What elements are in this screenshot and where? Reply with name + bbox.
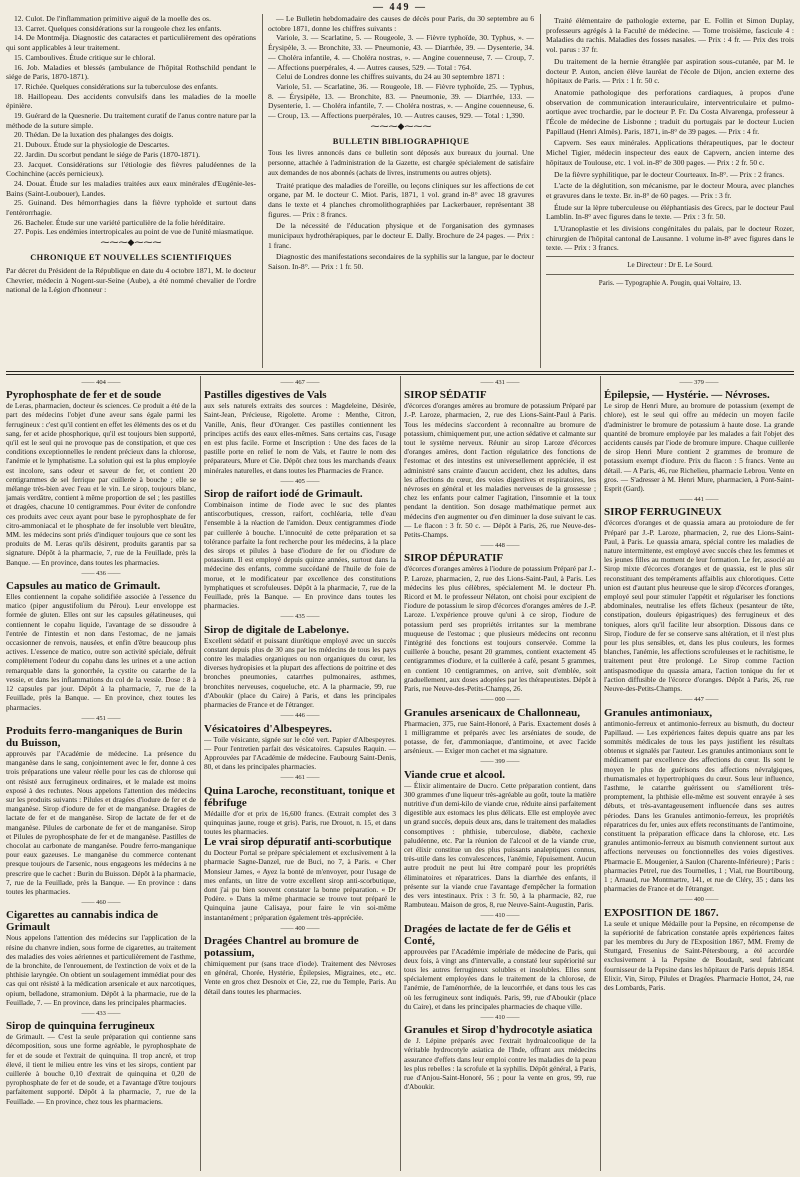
thesis-entry: 16. Job. Maladies et blessés (ambulance de l'hôpital Rothschild pendant le siége de Paris, 1870-1871). <box>6 62 256 82</box>
ad-number: —— 410 —— <box>480 912 520 920</box>
thesis-entry: 27. Popis. Les endémies intertropicales au point de vue de l'unité miasmatique. <box>14 227 254 237</box>
book-list <box>546 16 794 253</box>
advertisement <box>204 477 396 611</box>
thesis-entry: 15. Camboulives. Étude critique sur le chloral. <box>14 52 156 62</box>
ad-title: Quina Laroche, reconstituant, tonique et fébrifuge <box>204 784 395 809</box>
advertisement <box>204 924 396 996</box>
ad-body: — Toile vésicante, signée sur le côté vert. Papier d'Albespeyres. — Pour l'entretien parfait des vésicatoires. Capsules Raquin. — Approuvées par l'Académie de médecine. Faubourg Saint-Denis, 80, et dans les principales pharmacies. <box>204 734 396 772</box>
ad-body: Médaille d'or et prix de 16,600 francs. (Extrait complet des 3 quinquinas jaune, rouge et gris). Paris, rue Drouot, n. 15, et dans toutes les pharmacies. <box>204 808 396 836</box>
ad-body: Elles contiennent la copahe solidifiée associée à l'essence du matico (piper angustifolium du Pérou). Leur enveloppe est formée de gluten. Elles ont sur les capsules gélatineuses, qui contiennent le copahu liquide, l'avantage de se dissoudre à l'entrée de l'intestin et non dans l'estomac, de ne jamais occasionner de renvois, nausées, et enfin d'être beaucoup plus actives. L'essence de matico, outre son activité spéciale, défruit complètement l'odeur du copahu dans les urines et a une action remarquable dans la gonorrhée, la cystite ou catarrhe de la vessie, et dans les inflammations du col de la vessie. Dose : 8 à 12 capsules par jour. Dépôt à la pharmacie, 7, rue de la Feuillade, près la Banque. — En province, chez toutes les pharmacies. <box>6 592 196 712</box>
stats-paragraph: — Le Bulletin hebdomadaire des causes de décès pour Paris, du 30 septembre au 6 octobre 1871, donne les chiffres suivants : <box>268 14 534 33</box>
chronique-title: CHRONIQUE ET NOUVELLES SCIENTIFIQUES <box>30 253 232 263</box>
advertisement <box>404 541 596 693</box>
thesis-entry: 21. Duboux. Étude sur la physiologie de Descartes. <box>14 140 170 150</box>
ad-title: Vésicatoires d'Albespeyres. <box>204 722 332 735</box>
thesis-list <box>6 14 256 237</box>
bulletin-title: BULLETIN BIBLIOGRAPHIQUE <box>332 136 470 146</box>
ad-number: —— 447 —— <box>679 696 719 704</box>
ad-body: de J. Lépine préparés avec l'extrait hydroalcoolique de la véritable hydrocotyle asiatica de l'Inde, offrant aux médecins assurance d'effets dans leur emploi contre les maladies de la peau les plus rebelles : la scrofule et la syphilis. Dépôt général, à Paris, rue d'Anjou-Saint-Honoré, 56 ; pour la vente en gros, 99, rue d'Aboukir. <box>404 1036 596 1092</box>
ad-body: de Leras, pharmacien, docteur ès sciences. Ce produit a été de la part des médecins l'objet d'une aveur sans égale parmi les ferrugineux : c'est qu'il contient en effet les éléments des os et du sang, fer et acide phosphorique, qu'il est toujours bien supporté, qu'il est le seul qui ne provoque pas de constipation, et que ces conditions exceptionnelles le rendent précieux dans la chlorose, l'anémie et le lymphatisme. La solution qui est la plus employée est incolore, sans odeur et saveur de fer, et contient 20 centigrammes de sel ferrique par cuillerée à bouche ; elle se mélange très-bien avec l'eau et le vin. Le sirop, toujours blanc, jamais verdâtre, contient à même proportion de sel ; les pastilles et dragées, chacune 10 centigrammes. Pour éviter de confondre ces produits avec ceux ayant pour base le pyrophosphate de fer citro-ammoniacal et le phosphate de fer insoluble vert bleuâtre, MM. les médecins sont priés d'indiquer toujours que ce sont les produits de M. Leras qu'ils désirent, produits garantis par sa signature. Dépôt à la pharmacie, 7, rue de la Feuillade, près la Banque. — En province, dans toutes les pharmacies. <box>6 401 196 567</box>
page-number: — 449 — <box>373 2 427 13</box>
ornament-divider: ⁓⁓⁓◆⁓⁓⁓ <box>370 120 432 131</box>
stats-paragraph: Variole, 3. — Scarlatine, 5. — Rougeole, 3. — Fièvre typhoïde, 30. Typhus, ». — Érysipèle, 3. — Bronchite, 33. — Pneumonie, 43. — Diarrhée, 39. — Dysenterie, 34. — Choléra infantile, 4. — Choléra nostras, ». — Angine couenneuse, 7. — Croup, 7. — Affections puerpérales, 4. — Autres causes, 529. — Total : 764. <box>268 33 534 72</box>
stats-paragraph: Variole, 51. — Scarlatine, 36. — Rougeole, 18. — Fièvre typhoïde, 25. — Typhus, 8. — Érysipèle, 13. — Bronchite, 83. — Pneumonie, 39. — Diarrhée, 133. — Dysenterie, 1. — Choléra infantile, 7. — Choléra nostras, ». — Angine couenneuse, 6. — Croup, 13. — Affections puerpérales, 10. — Autres causes, 929. — Total : 1,390. <box>268 81 534 121</box>
ad-number: —— 431 —— <box>480 379 520 386</box>
column-rule <box>400 376 401 1171</box>
ad-title: Produits ferro-manganiques de Burin du Buisson, <box>6 724 183 749</box>
ad-title: Épilepsie, — Hystérie. — Névroses. <box>604 389 770 402</box>
book-entry: De la fièvre syphilitique, par le docteur Courteaux. In-8°. — Prix : 2 francs. <box>554 169 785 179</box>
advertisement <box>404 695 596 755</box>
advertisement <box>604 695 794 893</box>
mortality-stats <box>268 14 534 121</box>
ad-column-2 <box>204 376 396 1171</box>
ad-title: Sirop de raifort iodé de Grimault. <box>204 488 363 501</box>
advertisement <box>204 711 396 771</box>
book-entry: Anatomie pathologique des perforations cardiaques, à propos d'une observation de communication interauriculaire, interventriculaire et pulmo-aortique avec trochardie, par le docteur P. Fr. Da Costa Alvarenga, professeur à l'École de médecine de Lisbonne ; traduit du portugais par le docteur Lucien Papillaud (Henri Almès). Paris, 1871, in-8° de 39 pages. — Prix : 4 fr. <box>546 87 794 136</box>
advertisement <box>404 911 596 1011</box>
ad-body: approuvés par l'Académie de médecine. La présence du manganèse dans le sang, conjointement avec le fer, donne à ces trois préparations une valeur réelle pour les cas de chlorose qui ont résisté aux ferrugineux ordinaires, et le malade est moins exposé à des rechutes. Nous appelons l'attention des médecins sur les produits suivants : Pilules et dragées d'iodure de fer et de manganèse. Sirop d'iodure de fer et de manganèse. Dragées de lactate de fer et de manganèse. Sirop de lactate de fer et de manganèse. Pilules de carbonate de fer et de manganèse. Sirop et Pilules de pyrophosphate de fer et de manganèse. Pastilles de chocolat au carbonate de manganèse. Poudre ferro-manganique pour eaux gazeuses. Le manganèse du commerce contenant presque toujours de l'arsenic, nous engageons les médecins à ne prescrire que le cachet : Burin du Buisson. Dépôt à la pharmacie, 7, rue de la Feuillade, près la Banque. — En province : dans toutes les pharmacies. <box>6 748 196 896</box>
ad-number: —— 399 —— <box>480 758 520 766</box>
ad-number: —— 461 —— <box>280 774 320 782</box>
advertisement <box>6 714 196 896</box>
book-entry: Diagnostic des manifestations secondaires de la syphilis sur la langue, par le docteur Saison. In-8°. — Prix : 1 fr. 50. <box>268 252 534 272</box>
ad-body: chimiquement pur (sans trace d'iode). Traitement des Névroses en général, Chorée, Hystérie, Épilepsies, Migraines, etc., etc. Vente en gros chez Desnoix et Cie, 22, rue du Temple, Paris. Au détail dans toutes les pharmacies. <box>204 958 396 996</box>
thesis-entry: 25. Guinand. Des hémorrhagies dans la fièvre typhoïde et surtout dans l'entérorrhagie. <box>6 198 256 218</box>
thesis-entry: 26. Bacheler. Étude sur une variété particulière de la folie héréditaire. <box>14 217 226 227</box>
section-band <box>6 371 794 375</box>
book-entry: Étude sur la lèpre tuberculeuse ou éléphantiasis des Grecs, par le docteur Paul Lamblin. In-8° avec figures dans le texte. — Prix : 3 fr. 50. <box>546 202 794 222</box>
ad-body: d'écorces d'oranges amères à l'iodure de potassium Préparé par J.-P. Laroze, pharmacien, 2, rue des Lions-Saint-Paul, à Paris. Les médecins les plus célèbres, spécialement M. le docteur Ph. Ricord et M. le professeur Nélaton, ont choisi pour excipient de l'iodure de potassium le sirop d'écorces d'oranges amères de J.-P. Laroze. L'expérience prouve qu'uni à ce sirop, l'iodure de potassium perd ses propriétés irritantes sur la membrane muqueuse de l'estomac ; que plusieurs médecins ont reconnu l'intégrité des fonctions est toujours conservée. Comme la cuillerée à bouche, pesant 20 grammes, contient exactement 45 centigrammes d'iodure, et la cuillerée à café, pesant 5 grammes, en contient 10 centigrammes, on arrive, soit d'emblée, soit graduellement, aux doses adoptées par les thérapeutistes. Dépôt à Paris, rue Neuve-des-Petits-Champs, 26. <box>404 564 596 694</box>
thesis-entry: 19. Guérard de la Quesnerie. Du traitement curatif de l'anus contre nature par la méthode de la suture simple. <box>6 111 256 130</box>
ad-body: approuvées par l'Académie impériale de médecine de Paris, qui deux fois, à vingt ans d'intervalle, a constaté leur supériorité sur tous les autres ferrugineux solubles et insolubles. Elles sont spécialement employées dans le traitement de la chlorose, de l'anémie, de l'aménorrhée, de la leucorrhée, et dans tous les cas où les ferrugineux sont indiqués. Paris, 99, rue d'Aboukir (place du Caire), et dans les principales pharmacies de chaque ville. <box>404 946 596 1011</box>
book-list <box>268 181 534 272</box>
ad-body: Nous appelons l'attention des médecins sur l'application de la résine du chanvre indien, sous forme de cigarettes, au traitement des maladies des voies aériennes et particulièrement de l'asthme, de la bronchite, de l'enrouement, de l'extinction de voix et de la phthisie laryngée. On obtient un soulagement immédiat pour des cas qui ont résisté à la médication arsenicale et aux narcotiques, opium, belladone, stramonium. Dépôt à la pharmacie, rue de la Feuillade, 7. — En province, dans les principales pharmacies. <box>6 933 196 1007</box>
ad-body: Combinaison intime de l'iode avec le suc des plantes antiscorbutiques, cresson, raifort, cochléaria, telle d'eau l'ensemble à la réaction de l'amidon. Deux centigrammes d'iode par cuillerée à bouche. L'innocuité de cette préparation et sa tolérance parfaite la font recherche pour les médecins, à la place des sirops et pilules à base d'iodure de fer ou d'iodure de potassium. Il est employé depuis quinze années, surtout dans la médecine des enfants, comme succédané de l'huile de foie de morue, et le modificateur par excellence des constitutions lymphatiques et scrofuleuses. Dépôt à la pharmacie, 7, rue de la Feuillade, près la Banque. — En province dans toutes les pharmacies. <box>204 500 396 611</box>
ad-title: Granules antimoniaux, <box>604 706 713 719</box>
ad-number: —— 400 —— <box>679 896 719 904</box>
ad-title: Cigarettes au cannabis indica de Grimault <box>6 909 158 934</box>
statistics-column <box>268 14 534 368</box>
ad-body: antimonio-ferreux et antimonio-ferreux au bismuth, du docteur Papillaud. — Les expériences faites depuis quatre ans par les sommités médicales de tous les pays justifient les résultats obtenus et signalés par l'auteur. Les granules antimoniaux sont le médicament par excellence des affections du cœur. Ils sont le moyen le plus de guérisons des affections névralgiques, rhumatismales et hypertrophiques du cœur. Sous leur influence, l'asthme, le catarrhe guérissent ou s'améliorent très-promptement, la phthisie elle-même est souvent enrayée à ses débuts, et très-avantageusement influencée dans ses autres périodes. Dans les Granules antimonio-ferreux, les propriétés réparatrices du fer, unies aux effets reconstituants de l'antimoine, constituent la préparation efficace dans la chlorose, etc. Les granules antimonio-ferreux au bismuth conviennent surtout aux affections nerveuses ou fonctionnelles des voies digestives. Pharmacie E. Mougenier, à Saulon (Charente-Inférieure) ; Paris : pharmacies Petrel, rue des Tournelles, 1 ; Vial, rue Bourtibourg, 1 ; Arnaud, rue Montmartre, 141, et rue de Cléry, 35 ; dans les pharmacies de France et de l'étranger. <box>604 718 794 894</box>
chronique-text: Par décret du Président de la République en date du 4 octobre 1871, M. le docteur Chevrier, médecin à Nogent-sur-Seine (Aube), a été nommé chevalier de l'ordre national de la Légion d'honneur : <box>6 265 256 295</box>
thesis-entry: 14. De Montméja. Diagnostic des cataractes et particulièrement des opérations qui sont applicables à leur traitement. <box>6 33 256 53</box>
ornament-divider: ⁓⁓⁓◆⁓⁓⁓ <box>100 237 162 248</box>
thesis-entry: 20. Thédan. De la luxation des phalanges des doigts. <box>14 130 174 140</box>
ad-body: d'écorces d'oranges amères au bromure de potassium Préparé par J.-P. Laroze, pharmacien, 2, rue des Lions-Saint-Paul à Paris. Tous les médecins s'accordent à reconnaître au bromure de potassium, chimiquement pur, une action sédative et calmante sur tout le système nerveux. Réunir au sirop Laroze d'écorces d'oranges amères, dont l'action régulatrice des fonctions de l'estomac et des intestins est universellement appréciée, il est administré sans crainte d'aucun accident, chez les adultes, dans les affections du cœur, des voies digestives et respiratoires, les névroses en général et les maladies nerveuses de la grossesse ; chez les enfants pour calmer l'agitation, l'insomnie et la toux pendant la dentition. Son dosage mathématique permet aux médecins d'en augmenter ou d'en diminuer la dose suivant le cas. — Le flacon : 3 fr. 50 c. — Dépôt à Paris, 26, rue Neuve-des-Petits-Champs. <box>404 401 596 540</box>
ad-number: —— 441 —— <box>679 496 719 504</box>
editorial-section <box>6 14 794 368</box>
ad-number: —— 379 —— <box>679 379 719 386</box>
ad-title: SIROP SÉDATIF <box>404 389 487 402</box>
ad-title: Granules et Sirop d'hydrocotyle asiatica <box>404 1024 593 1037</box>
column-rule <box>200 376 201 1171</box>
ad-number: —— 451 —— <box>81 714 121 722</box>
ad-title: EXPOSITION DE 1867. <box>604 906 719 919</box>
printer-line: Paris. — Typographie A. Pougin, quai Voltaire, 13. <box>598 278 742 287</box>
ad-number: —— 448 —— <box>480 542 520 550</box>
ad-number: —— 405 —— <box>280 477 320 485</box>
advertisement <box>6 569 196 712</box>
ad-body: La seule et unique Médaille pour la Pepsine, en récompense de la supériorité de fabrication constatée après expériences faites par les membres du Jury de l'Exposition 1867, MM. Fremy de Stuttgard, Fresenius de Saint-Pétersbourg, a été accordée exclusivement à la Pepsine de Boudault, seul fabricant fournisseur de la Pepsine dans les hôpitaux de Paris depuis 1854. Elixir, Vin, Sirop, Pilules et Dragées. Pharmacie Hottot, 24, rue des Lombards, Paris. <box>604 918 794 992</box>
ad-number: —— 404 —— <box>81 379 121 386</box>
ad-body: — Élixir alimentaire de Ducro. Cette préparation contient, dans 300 grammes d'une liqueur très-agréable au goût, toute la matière nutritive d'un demi-kilo de viande crue, réduite ainsi parfaitement digestible aux estomacs les plus délicats. Elle est employée avec un grand succès, depuis deux ans, dans le traitement des maladies consomptives : phthisie, tuberculose, diabète, cachexie paludéenne, etc. Par la réunion de l'alcool et de la viande crue, cet élixir constitue un des plus puissants analeptiques connus, très-utile dans les convalescences, l'anémie, l'épuisement. Aucun autre produit ne peut lui être comparé pour les propriétés éliminatoires et réparatrices. Dans la diarrhée des enfants, il présente sur la viande crue l'avantage d'empêcher la formation des vers intestinaux. Prix : 3 fr. 50, à la pharmacie, 82, rue Rambuteau. Maison de gros, 8, rue Neuve-Saint-Augustin, Paris. <box>404 780 596 910</box>
thesis-list-column <box>6 14 256 368</box>
advertisement <box>204 378 396 475</box>
column-rule <box>540 14 541 368</box>
ad-number: —— 460 —— <box>81 899 121 907</box>
ad-title: Pastilles digestives de Vals <box>204 389 327 402</box>
advertisement <box>604 895 794 992</box>
ad-title: SIROP FERRUGINEUX <box>604 506 722 519</box>
ad-column-4 <box>604 376 794 1171</box>
advertisement <box>6 1009 196 1106</box>
stats-paragraph: Celui de Londres donne les chiffres suivants, du 24 au 30 septembre 1871 : <box>276 72 505 82</box>
ad-column-3 <box>404 376 596 1171</box>
book-entry: Traité pratique des maladies de l'oreille, ou leçons cliniques sur les affections de cet organe, par M. le docteur C. Miot. Paris, 1871, 1 vol. grand in-8° avec 18 gravures dans le texte et 4 planches chromolithographiées par Lackerbauer, représentant 38 figures. — Prix : 8 francs. <box>268 180 534 219</box>
book-entry: L'acte de la déglutition, son mécanisme, par le docteur Moura, avec planches et gravures dans le texte. Br. in-8° de 60 pages. — Prix : 3 fr. <box>546 181 794 200</box>
books-column <box>546 14 794 368</box>
ad-title: Dragées Chantrel au bromure de potassium, <box>204 934 359 959</box>
advertisement <box>204 773 396 836</box>
ad-number: —— 433 —— <box>81 1009 121 1017</box>
ad-title: Viande crue et alcool. <box>404 768 506 781</box>
thesis-entry: 12. Culot. De l'inflammation primitive aiguë de la moelle des os. <box>14 14 211 23</box>
advertisement <box>404 757 596 909</box>
ad-number: —— 410 —— <box>480 1013 520 1021</box>
divider <box>546 274 794 275</box>
director-line: Le Directeur : Dr E. Le Sourd. <box>627 261 713 270</box>
column-rule <box>600 376 601 1171</box>
ad-title: Pyrophosphate de fer et de soude <box>6 389 162 402</box>
thesis-entry: 22. Jardin. Du scorbut pendant le siége de Paris (1870-1871). <box>14 149 201 159</box>
ad-body: d'écorces d'oranges et de quassia amara au protoiodure de fer Préparé par J.-P. Laroze, pharmacien, 2, rue des Lions-Saint-Paul, à Paris. Le quassia amara, spécial contre les maladies de nature intermittente, est employé avec succès chez les femmes et les jeunes filles au moment de leur formation. Le fer, associé au Sirop mixte d'écorces d'oranges et de quassia, est le plus sûr reconstituant des tempéraments affaiblis aux chlorotiques. Cette union est d'autant plus heureuse que le sirop d'écorces d'oranges, employé seul pour stimuler l'appétit et régulariser les fonctions abdominales, neutralise les effets fâcheux (pesanteur de tête, constipation, douleurs épigastriques) des ferrugineux et des toniques, alors qu'il facilite leur absorption. Dissous dans ce Sirop, l'iodure de fer se conserve sans altération, et il n'est plus pour les plus sensibles, et, dans les plus couleurs, les formes blanches, l'anémie, les affections scrofuleuses et le rachitisme, le traitement peut être prolongé. Le Sirop comme l'action antispasmodique du quassia amara, l'action tonique du fer et l'action diffusible de l'écorce d'oranges. Dépôt à Paris, 26, rue Neuve-des-Petits-Champs. <box>604 518 794 694</box>
ad-number: —— 467 —— <box>280 379 320 386</box>
ad-number: —— 436 —— <box>81 569 121 577</box>
book-entry: Traité élémentaire de pathologie externe, par E. Follin et Simon Duplay, professeurs agrégés à la Faculté de médecine. — Tome troisième, fascicule 4 : Maladies du rachis. Maladies des fosses nasales. — Prix : 4 fr. — Prix des trois vol. parus : 37 fr. <box>546 16 794 55</box>
thesis-entry: 23. Jacquet. Considérations sur l'étiologie des fièvres paludéennes de la Cochinchine (accès pernicieux). <box>6 159 256 179</box>
thesis-entry: 13. Carret. Quelques considérations sur la rougeole chez les enfants. <box>14 23 222 33</box>
ad-number: —— 446 —— <box>280 712 320 720</box>
ad-number: —— 400 —— <box>280 924 320 932</box>
book-entry: L'Uranoplastie et les divisions congénitales du palais, par le docteur Rozer, chirurgien de l'hôpital cantonal de Lausanne. 1 volume in-8° avec figures dans le texte. — Prix : 3 francs. <box>546 224 794 253</box>
book-entry: De la nécessité de l'éducation physique et de l'organisation des gymnases municipaux hydrothérapiques, par le docteur E. Dally. Brochure de 24 pages. — Prix : 1 franc. <box>268 221 534 250</box>
ad-title: Dragées de lactate de fer de Gélis et Conté, <box>404 922 571 947</box>
ad-title: Capsules au matico de Grimault. <box>6 580 161 593</box>
ad-title: Sirop de quinquina ferrugineux <box>6 1020 155 1033</box>
ad-body: Le sirop de Henri Mure, au bromure de potassium (exempt de chlore), est le seul qui offre au médecin un moyen facile d'administrer le bromure de potassium à haute dose. La grande quantité de bromure employée par les malades a fait l'objet des accidents causés par l'iode de bromure impure. Chaque cuillerée de sirop Henri Mure contient 2 grammes de bromure de potassium exempt d'iodure. Prix du flacon : 5 francs. Vente au détail. — A Paris, 46, rue Richelieu, pharmacie Lebrou. Vente en gros. — S'adresser à M. Henri Mure, pharmacien, à Pont-Saint-Esprit (Gard). <box>604 401 794 494</box>
advertisement <box>204 836 396 922</box>
ad-body: Excellent sédatif et puissant diurétique employé avec un succès constant depuis plus de 30 ans par les médecins de tous les pays contre les maladies organiques ou non organiques du cœur, les diverses hydropisies et la plupart des affections de poitrine et des bronches pneumonies, catarrhes pulmonaires, asthmes, bronchites nerveuses, coqueluche, etc. A la pharmacie, 99, rue d'Aboukir (place du Caire) à Paris, et dans les principales pharmacies de France et de l'étranger. <box>204 635 396 710</box>
ad-title: SIROP DÉPURATIF <box>404 552 504 565</box>
ad-body: du Docteur Portal se prépare spécialement et exclusivement à la pharmacie Sagne-Danzel, rue de Buci, no 7, à Paris. « Cher Monsieur James, « Ayez la bonté de m'envoyer, pour l'usage de mes enfants, un litre de votre excellent sirop anti-scorbutique, dont j'ai pu bien souvent constater la bonne préparation. « Dr Podère. » Dans la même pharmacie se trouve tout préparé le Quinquina jaune Calisaya, pour faire le vin soi-même instantanément ; préparation également très-appréciée. <box>204 848 396 922</box>
thesis-entry: 17. Richée. Quelques considérations sur la tuberculose des enfants. <box>14 81 218 91</box>
advertisement <box>404 1013 596 1091</box>
ad-body: aux sels naturels extraits des sources : Magdeleine, Désirée, Saint-Jean, Précieuse, Rigolette. Arome : Menthe, Citron, Vanille, Anis, fleur d'Oranger. Ces pastilles contiennent les principes actifs des eaux elles-mêmes. Sans certains cas, l'usage en est plus facile. Forme et Inscription : Une des faces de la pastille porte en relief le nom de Vals, et l'autre le nom des préparateurs, Mure et Cie. Dépôt chez tous les marchands d'eaux minérales naturelles, et dans toutes les Pharmacies de France. <box>204 401 396 475</box>
advertisement <box>604 378 794 493</box>
divider <box>546 256 794 257</box>
ad-title: Sirop de digitale de Labelonye. <box>204 623 349 636</box>
ad-title: Granules arsenicaux de Challonneau, <box>404 706 581 719</box>
advertisement <box>204 612 396 709</box>
advertisement <box>6 898 196 1007</box>
ad-title: Le vrai sirop dépuratif anti-scorbutique <box>204 836 392 849</box>
thesis-entry: 24. Douat. Étude sur les maladies traitées aux eaux minérales d'Eugénie-les-Bains (Saint-Loubouer), Landes. <box>6 178 256 198</box>
ad-column-1 <box>6 376 196 1171</box>
ad-body: de Grimault. — C'est la seule préparation qui contienne sans décomposition, sous une forme agréable, le pyrophosphate de fer et de soude et l'extrait de quinquina. Il trop ancré, et trop élevé, il tient le milieu entre les vins et les sirops, contient par cuillerée à bouche 0,10 d'extrait de quinquina et 0,20 de pyrophosphate de fer et de soude, et a l'avantage d'être toujours parfaitement supporté. Dépôt à la pharmacie, 7, rue de la Feuillade. — En province, chez tous les pharmaciens. <box>6 1032 196 1106</box>
thesis-entry: 18. Haillopeau. Des accidents convulsifs dans les maladies de la moelle épinière. <box>6 91 256 111</box>
bulletin-intro: Tous les livres annoncés dans ce bulletin sont déposés aux bureaux du journal. Une personne, attachée à l'administration de la Gazette, est chargée spécialement de satisfaire aux demandes de nos abonnés (achats de livres, instruments ou autres objets). <box>268 149 534 177</box>
ad-number: —— 000 —— <box>480 696 520 704</box>
column-rule <box>262 14 263 368</box>
book-entry: Capvern. Ses eaux minérales. Applications thérapeutiques, par le docteur Michel Tigier, médecin inspecteur des eaux de Capvern, ancien interne des hôpitaux de Toulouse, etc. 1 vol. in-8° de 300 pages. — Prix : 2 fr. 50 c. <box>546 138 794 167</box>
advertisement-section <box>6 376 794 1171</box>
advertisement <box>6 378 196 567</box>
ad-number: —— 435 —— <box>280 613 320 621</box>
advertisement <box>404 378 596 539</box>
advertisement <box>604 495 794 693</box>
ad-body: Pharmacien, 375, rue Saint-Honoré, à Paris. Exactement dosés à 1 milligramme et préparés avec les arséniates de soude, de potasse, de fer, d'ammoniaque, d'antimoine, et avec l'acide arsénieux. — Exiger mon cachet et ma signature. <box>404 718 596 756</box>
book-entry: Du traitement de la hernie étranglée par aspiration sous-cutanée, par M. le docteur P. Auton, ancien élève lauréat de l'école de Dijon, ancien externe des hôpitaux de Paris. — Prix : 1 fr. 50 c. <box>546 56 794 86</box>
